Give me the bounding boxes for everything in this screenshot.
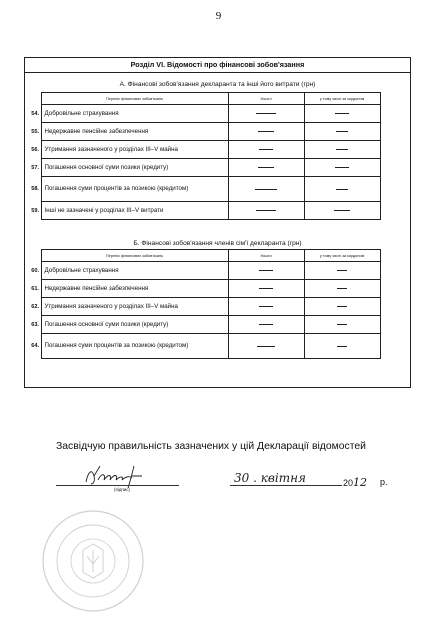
row-total-dash bbox=[255, 189, 277, 190]
row-abroad-cell bbox=[304, 141, 380, 159]
row-total-cell bbox=[228, 105, 304, 123]
section-title: Розділ VI. Відомості про фінансові зобов'язання bbox=[25, 58, 410, 73]
year-prefix: 20 bbox=[343, 478, 354, 488]
row-label: Погашення основної суми позики (кредиту) bbox=[41, 316, 228, 334]
header-total: Усього bbox=[228, 93, 304, 105]
row-abroad-cell bbox=[304, 159, 380, 177]
row-total-dash bbox=[257, 346, 275, 347]
header-obligations: Перелік фінансових зобов'язань bbox=[41, 93, 228, 105]
handwritten-date-text: 30 . квітня bbox=[234, 471, 306, 485]
row-total-cell bbox=[228, 159, 304, 177]
part-a-title: А. Фінансові зобов'язання декларанта та інші його витрати (грн) bbox=[119, 81, 316, 88]
row-abroad-dash bbox=[337, 346, 347, 347]
header-obligations: Перелік фінансових зобов'язань bbox=[41, 250, 228, 262]
row-number: 62. bbox=[31, 303, 39, 310]
row-abroad-cell bbox=[304, 105, 380, 123]
year-suffix: р. bbox=[380, 477, 388, 487]
signature-line bbox=[56, 485, 179, 486]
row-total-cell bbox=[228, 123, 304, 141]
row-abroad-dash bbox=[336, 131, 348, 132]
row-abroad-dash bbox=[337, 270, 347, 271]
row-label: Погашення основної суми позики (кредиту) bbox=[41, 159, 228, 177]
table-header-row bbox=[41, 250, 380, 262]
row-total-dash bbox=[259, 270, 273, 271]
table-row bbox=[41, 159, 380, 177]
row-number: 60. bbox=[31, 267, 39, 274]
part-b-table bbox=[31, 249, 381, 359]
row-total-cell bbox=[228, 177, 304, 202]
row-label: Утримання зазначеного у розділах III–V майна bbox=[41, 141, 228, 159]
row-number: 54. bbox=[31, 110, 39, 117]
row-abroad-cell bbox=[304, 280, 380, 298]
row-label: Утримання зазначеного у розділах III–V майна bbox=[41, 298, 228, 316]
row-number: 59. bbox=[31, 207, 39, 214]
table-row bbox=[41, 123, 380, 141]
row-label: Погашення суми процентів за позикою (кредитом) bbox=[41, 177, 228, 202]
row-label: Недержавне пенсійне забезпечення bbox=[41, 123, 228, 141]
table-header-row bbox=[41, 93, 380, 105]
year-number bbox=[343, 476, 367, 489]
table-row bbox=[41, 262, 380, 280]
row-abroad-cell bbox=[304, 123, 380, 141]
header-abroad: у тому числі за кордоном bbox=[304, 250, 380, 262]
row-abroad-cell bbox=[304, 316, 380, 334]
row-total-dash bbox=[259, 324, 273, 325]
row-number: 64. bbox=[31, 343, 39, 349]
row-abroad-dash bbox=[337, 288, 347, 289]
official-seal-stamp bbox=[38, 506, 148, 616]
row-label: Недержавне пенсійне забезпечення bbox=[41, 280, 228, 298]
row-number: 63. bbox=[31, 321, 39, 328]
row-total-dash bbox=[256, 210, 276, 211]
row-number: 55. bbox=[31, 128, 39, 135]
row-total-dash bbox=[259, 288, 273, 289]
row-abroad-cell bbox=[304, 177, 380, 202]
row-abroad-dash bbox=[334, 210, 350, 211]
row-abroad-cell bbox=[304, 202, 380, 220]
row-total-cell bbox=[228, 202, 304, 220]
financial-obligations-section bbox=[24, 57, 411, 388]
table-row bbox=[41, 177, 380, 202]
part-b-title: Б. Фінансові зобов'язання членів сім'ї декларанта (грн) bbox=[133, 240, 302, 247]
row-abroad-dash bbox=[335, 113, 349, 114]
row-label: Інші не зазначені у розділах III–V витрати bbox=[41, 202, 228, 220]
year-handwritten: 12 bbox=[353, 476, 368, 489]
row-total-dash bbox=[258, 167, 274, 168]
row-total-cell bbox=[228, 334, 304, 359]
date-line bbox=[230, 485, 342, 486]
signature-caption: (підпис) bbox=[114, 487, 130, 492]
table-row bbox=[41, 298, 380, 316]
header-abroad: у тому числі за кордоном bbox=[304, 93, 380, 105]
row-abroad-dash bbox=[337, 306, 347, 307]
header-total: Усього bbox=[228, 250, 304, 262]
row-number: 58. bbox=[31, 186, 39, 192]
row-abroad-cell bbox=[304, 262, 380, 280]
row-label: Погашення суми процентів за позикою (кредитом) bbox=[41, 334, 228, 359]
table-row bbox=[41, 202, 380, 220]
row-abroad-dash bbox=[336, 149, 348, 150]
row-abroad-dash bbox=[336, 189, 348, 190]
row-total-dash bbox=[256, 113, 276, 114]
table-row bbox=[41, 141, 380, 159]
row-total-cell bbox=[228, 262, 304, 280]
row-number: 61. bbox=[31, 285, 39, 292]
row-total-cell bbox=[228, 280, 304, 298]
row-abroad-cell bbox=[304, 298, 380, 316]
table-row bbox=[41, 316, 380, 334]
row-number: 56. bbox=[31, 146, 39, 153]
row-label: Добровільне страхування bbox=[41, 105, 228, 123]
row-total-dash bbox=[259, 306, 273, 307]
row-abroad-dash bbox=[335, 167, 349, 168]
table-row bbox=[41, 280, 380, 298]
page-number: 9 bbox=[215, 10, 222, 22]
row-abroad-cell bbox=[304, 334, 380, 359]
table-row bbox=[41, 105, 380, 123]
row-total-cell bbox=[228, 298, 304, 316]
row-total-dash bbox=[258, 131, 274, 132]
table-row bbox=[41, 334, 380, 359]
row-total-cell bbox=[228, 316, 304, 334]
certification-statement: Засвідчую правильність зазначених у цій Декларації відомостей bbox=[56, 441, 366, 452]
row-total-cell bbox=[228, 141, 304, 159]
row-abroad-dash bbox=[337, 324, 347, 325]
row-number: 57. bbox=[31, 164, 39, 171]
part-a-table bbox=[31, 92, 381, 220]
row-label: Добровільне страхування bbox=[41, 262, 228, 280]
row-total-dash bbox=[259, 149, 273, 150]
